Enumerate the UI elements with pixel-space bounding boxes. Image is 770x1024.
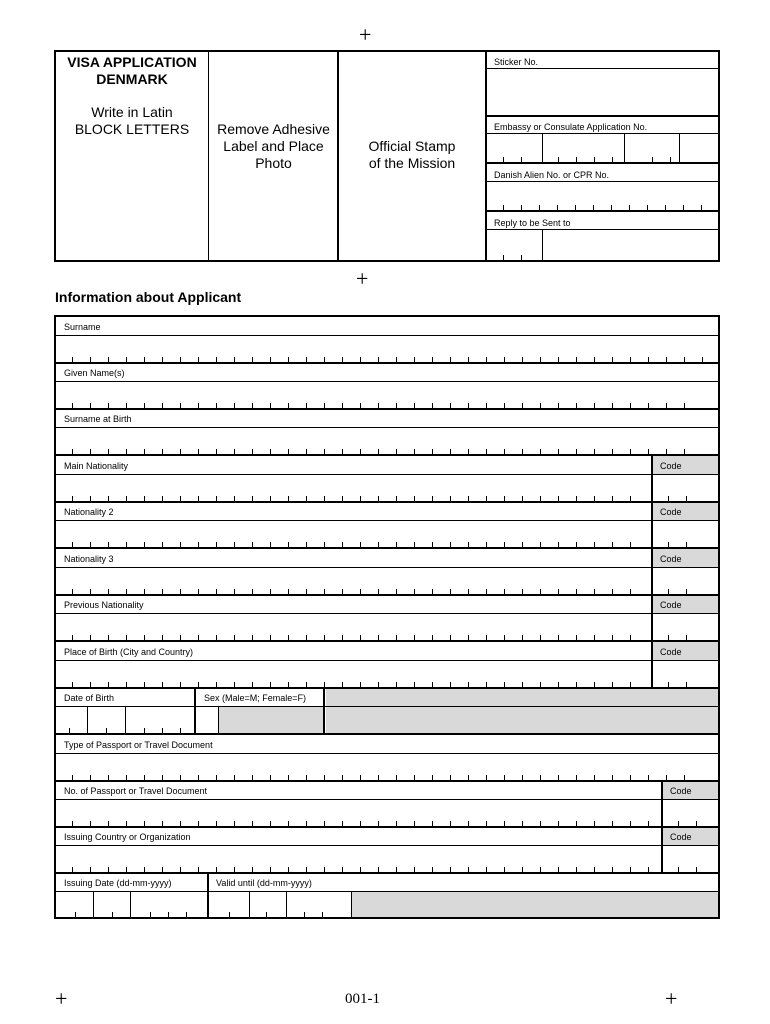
form-number: 001-1 xyxy=(345,991,380,1007)
passport-no-code-label: Code xyxy=(670,786,692,796)
photo-cell[interactable] xyxy=(209,52,338,260)
valid-until-label: Valid until (dd-mm-yyyy) xyxy=(216,878,312,888)
nationality-3-label: Nationality 3 xyxy=(64,554,114,564)
previous-nationality-code-label: Code xyxy=(660,600,682,610)
surname-label: Surname xyxy=(64,322,101,332)
title-cell xyxy=(56,52,208,260)
embassy-no-label: Embassy or Consulate Application No. xyxy=(494,122,648,132)
header-block xyxy=(54,50,720,262)
instruction-line1: Write in Latin xyxy=(91,104,173,120)
passport-type-label: Type of Passport or Travel Document xyxy=(64,740,213,750)
photo-instruction-line1: Remove Adhesive xyxy=(217,121,330,137)
surname-at-birth-label: Surname at Birth xyxy=(64,414,132,424)
stamp-line1: Official Stamp xyxy=(368,138,456,154)
photo-instruction-line2: Label and Place xyxy=(223,138,324,154)
registration-mark-middle: + xyxy=(356,266,369,291)
sticker-no-label: Sticker No. xyxy=(494,57,539,67)
applicant-form xyxy=(54,315,720,919)
reply-to-label: Reply to be Sent to xyxy=(494,218,571,228)
nationality-2-label: Nationality 2 xyxy=(64,507,114,517)
registration-mark-bottom-left: + xyxy=(55,986,68,1011)
registration-mark-top: + xyxy=(359,22,372,47)
issuing-country-label: Issuing Country or Organization xyxy=(64,832,191,842)
form-title-line2: DENMARK xyxy=(96,71,168,87)
sex-label: Sex (Male=M; Female=F) xyxy=(204,693,307,703)
sex-input[interactable] xyxy=(197,707,217,734)
reply-to-ticks xyxy=(487,255,547,260)
issuing-date-label: Issuing Date (dd-mm-yyyy) xyxy=(64,878,172,888)
section-title: Information about Applicant xyxy=(55,289,242,305)
form-title-line1: VISA APPLICATION xyxy=(67,54,197,70)
main-nationality-label: Main Nationality xyxy=(64,461,129,471)
instruction-line2: BLOCK LETTERS xyxy=(74,121,190,137)
stamp-line2: of the Mission xyxy=(368,155,456,171)
place-of-birth-code-label: Code xyxy=(660,647,682,657)
given-names-label: Given Name(s) xyxy=(64,368,125,378)
stamp-cell xyxy=(339,52,485,260)
main-nationality-code-label: Code xyxy=(660,461,682,471)
nationality-2-code-label: Code xyxy=(660,507,682,517)
previous-nationality-label: Previous Nationality xyxy=(64,600,144,610)
passport-no-label: No. of Passport or Travel Document xyxy=(64,786,208,796)
danish-alien-no-label: Danish Alien No. or CPR No. xyxy=(494,170,610,180)
date-of-birth-label: Date of Birth xyxy=(64,693,115,703)
place-of-birth-label: Place of Birth (City and Country) xyxy=(64,647,194,657)
sticker-no-field[interactable] xyxy=(487,69,720,115)
nationality-3-code-label: Code xyxy=(660,554,682,564)
issuing-country-code-label: Code xyxy=(670,832,692,842)
registration-mark-bottom-right: + xyxy=(665,986,678,1011)
photo-instruction-line3: Photo xyxy=(255,155,292,171)
